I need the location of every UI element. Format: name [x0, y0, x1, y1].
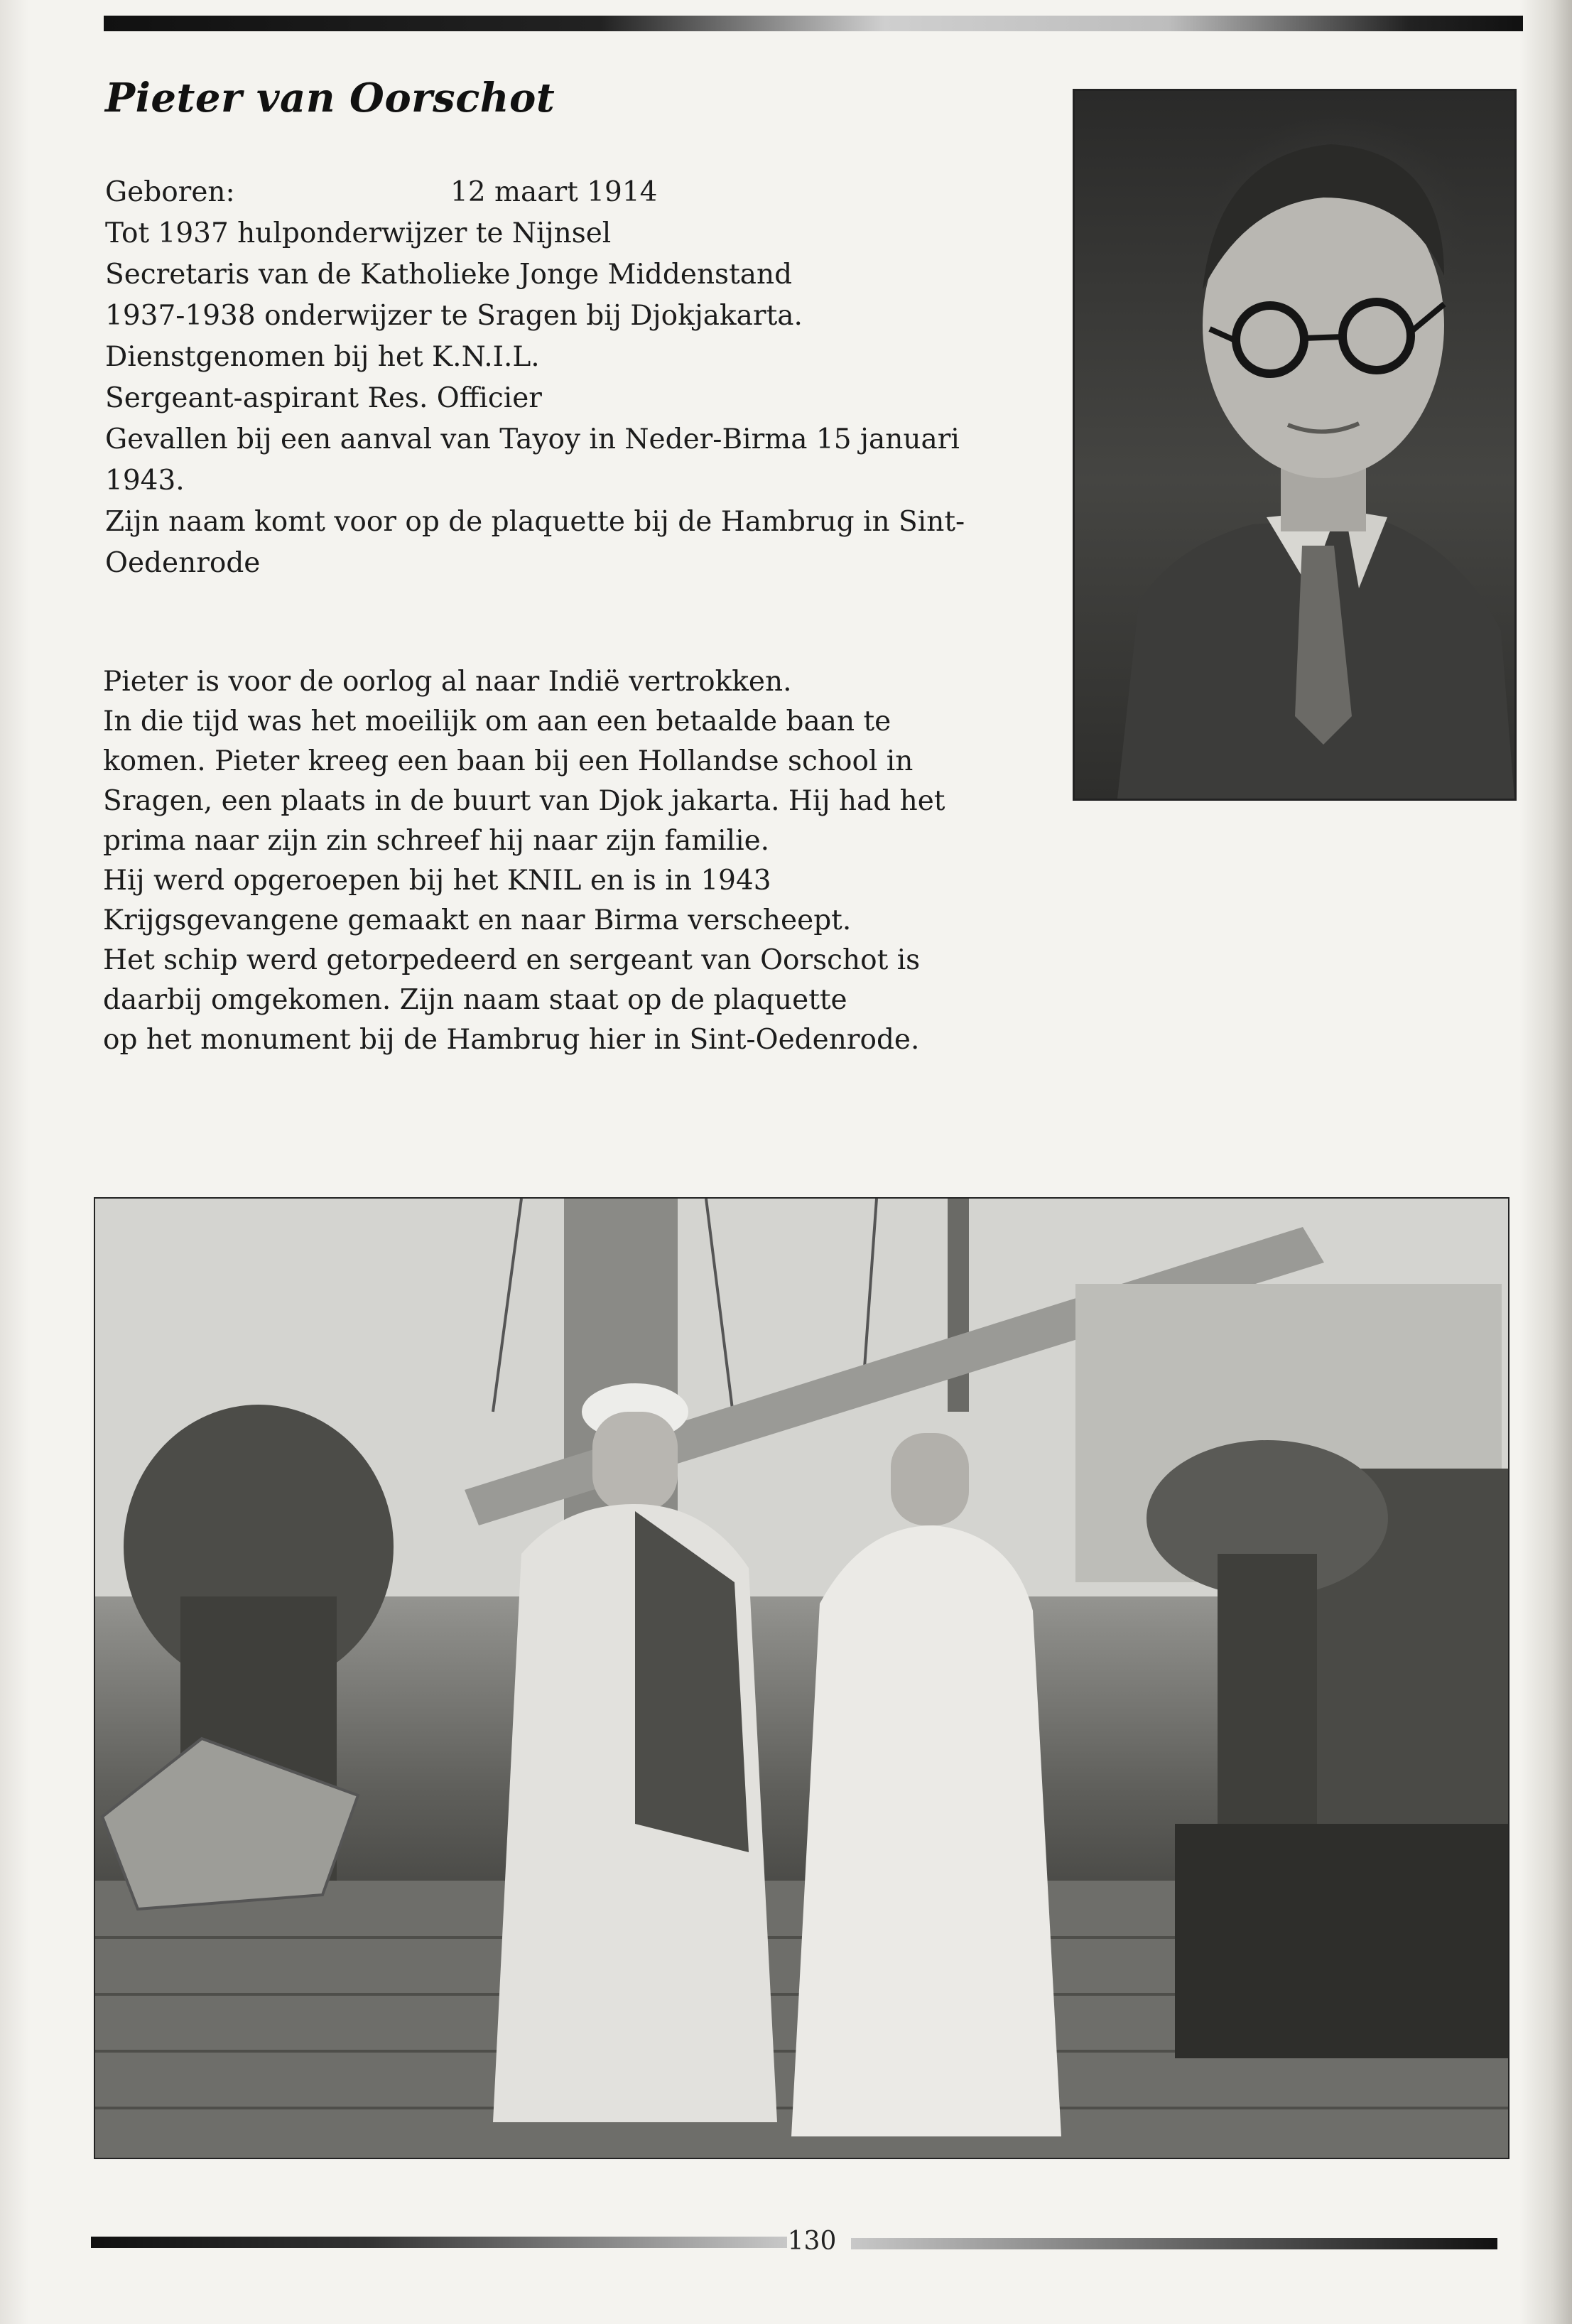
- story-line: In die tijd was het moeilijk om aan een betaalde baan te: [103, 706, 891, 737]
- fact-line: Zijn naam komt voor op de plaquette bij de Hambrug in Sint-: [105, 506, 965, 538]
- portrait-illustration: [1075, 91, 1514, 799]
- fact-line: Sergeant-aspirant Res. Officier: [105, 382, 542, 414]
- story-line: Pieter is voor de oorlog al naar Indië vertrokken.: [103, 666, 792, 698]
- portrait-photo: [1073, 89, 1517, 801]
- story-line: Sragen, een plaats in de buurt van Djok jakarta. Hij had het: [103, 785, 945, 817]
- story-line: Krijgsgevangene gemaakt en naar Birma verscheept.: [103, 904, 852, 936]
- story-paragraph: [103, 662, 1083, 1060]
- bottom-rule-right: [851, 2238, 1497, 2249]
- story-line: Hij werd opgeroepen bij het KNIL en is in 1943: [103, 865, 771, 897]
- story-line: daarbij omgekomen. Zijn naam staat op de plaquette: [103, 984, 847, 1016]
- fact-line: Oedenrode: [105, 547, 261, 579]
- page-title: Pieter van Oorschot: [105, 75, 555, 121]
- fact-line: Secretaris van de Katholieke Jonge Middenstand: [105, 259, 793, 291]
- birth-date: 12 maart 1914: [450, 176, 658, 208]
- fact-line: Dienstgenomen bij het K.N.I.L.: [105, 341, 540, 373]
- story-line: komen. Pieter kreeg een baan bij een Hollandse school in: [103, 745, 914, 777]
- birth-label: Geboren:: [105, 176, 235, 208]
- page-number: 130: [787, 2227, 837, 2256]
- story-line: op het monument bij de Hambrug hier in Sint-Oedenrode.: [103, 1024, 920, 1056]
- top-rule: [104, 16, 1523, 31]
- fact-line: 1937-1938 onderwijzer te Sragen bij Djokjakarta.: [105, 300, 803, 332]
- fact-line: 1943.: [105, 465, 185, 497]
- birth-line: [105, 172, 1085, 213]
- bottom-rule-left: [91, 2237, 787, 2248]
- biographical-facts: [105, 172, 1085, 584]
- ship-deck-photo: [94, 1197, 1509, 2159]
- fact-line: Tot 1937 hulponderwijzer te Nijnsel: [105, 217, 612, 249]
- ship-deck-illustration: [95, 1199, 1508, 2158]
- story-line: Het schip werd getorpedeerd en sergeant van Oorschot is: [103, 944, 921, 976]
- story-line: prima naar zijn zin schreef hij naar zijn familie.: [103, 825, 770, 857]
- fact-line: Gevallen bij een aanval van Tayoy in Neder-Birma 15 januari: [105, 423, 960, 455]
